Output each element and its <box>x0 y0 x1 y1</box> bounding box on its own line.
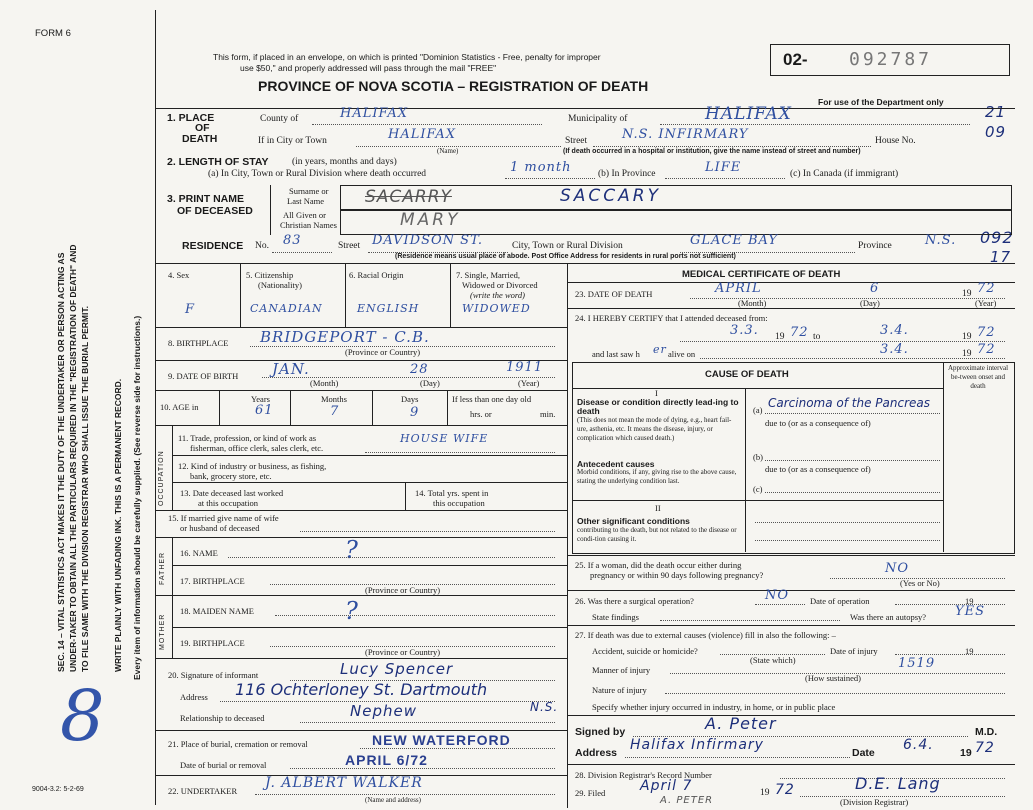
signed-year-prefix: 19 <box>960 747 972 759</box>
alive-on-label: alive on <box>668 349 696 359</box>
last-saw-label: and last saw h <box>592 349 640 359</box>
signed-by-value: A. Peter <box>705 714 777 733</box>
residence-province: N.S. <box>925 233 957 248</box>
s2-a-label: (a) In City, Town or Rural Division where death occurred <box>208 169 427 179</box>
s1-of: OF <box>195 122 210 134</box>
house-no-label: House No. <box>875 136 916 146</box>
city-label: If in City or Town <box>258 136 327 146</box>
racial-origin-label: 6. Racial Origin <box>349 270 404 280</box>
attended-to-year-prefix: 19 <box>962 332 972 342</box>
dob-year: 1911 <box>506 360 544 375</box>
rule-top <box>155 108 1015 109</box>
residence-label: RESIDENCE <box>182 240 244 252</box>
s12-label-1: 12. Kind of industry or business, as fishing, <box>178 461 327 471</box>
s2-b-label: (b) In Province <box>598 169 656 179</box>
alive-year: 72 <box>977 342 996 357</box>
alive-on-value: 3.4. <box>880 342 909 357</box>
dob-month-sub: (Month) <box>310 378 339 388</box>
informant-address-2: N.S. <box>530 700 559 714</box>
main-left-border <box>155 10 156 805</box>
s12-label-2: bank, grocery store, etc. <box>190 471 272 481</box>
age-label: 10. AGE in <box>160 402 199 412</box>
dept-code-4: 17 <box>990 248 1012 266</box>
relationship-value: Nephew <box>350 702 417 720</box>
signed-by-label: Signed by <box>575 726 626 738</box>
burial-date-label: Date of burial or removal <box>180 760 267 770</box>
residence-city-label: City, Town or Rural Division <box>512 241 623 251</box>
s1-note: (If death occurred in a hospital or institution, give the name instead of street and number) <box>563 148 861 155</box>
age-min: min. <box>540 409 556 419</box>
medical-certificate-title: MEDICAL CERTIFICATE OF DEATH <box>682 269 841 280</box>
occupation-side-label: OCCUPATION <box>158 450 165 506</box>
surname-label: Surname or <box>289 186 329 196</box>
cause-a-due: due to (or as a consequence of) <box>765 418 871 428</box>
injury-year-prefix: 19 <box>965 646 974 656</box>
street-value: N.S. INFIRMARY <box>622 127 749 142</box>
given-label-2: Christian Names <box>280 220 337 230</box>
informant-address: 116 Ochterloney St. Dartmouth <box>235 680 488 699</box>
side-every-text: Every item of information should be carefully supplied. (See reverse side for instructions.) <box>132 315 142 680</box>
antecedent-desc: Morbid conditions, if any, giving rise to the above cause, stating the underlying condition last. <box>577 468 737 485</box>
department-use-label: For use of the Department only <box>818 97 944 107</box>
undertaker-value: J. ALBERT WALKER <box>265 775 423 791</box>
s11-label-2: fisherman, office clerk, sales clerk, etc. <box>190 443 324 453</box>
operation-date-label: Date of operation <box>810 596 870 606</box>
racial-origin-value: ENGLISH <box>357 302 420 315</box>
s3-label-2: OF DECEASED <box>177 205 253 217</box>
residence-note: (Residence means usual place of abode. Post Office Address for residents in rural ports not sufficient) <box>395 253 736 260</box>
county-value: HALIFAX <box>340 106 409 121</box>
direct-cause-label: Disease or condition directly lead-ing to death <box>577 397 739 416</box>
autopsy-value: YES <box>955 604 985 619</box>
death-year: 72 <box>977 281 996 296</box>
father-birthplace-label: 17. BIRTHPLACE <box>180 576 245 586</box>
residence-street: DAVIDSON ST. <box>372 233 483 248</box>
s11-value: HOUSE WIFE <box>400 432 489 445</box>
surname-struck: SACARRY <box>365 187 452 207</box>
manner-label: Manner of injury <box>592 665 651 675</box>
surname-value: SACCARY <box>560 186 661 206</box>
filed-stamp: A. PETER <box>660 795 714 806</box>
municipality-label: Municipality of <box>568 114 628 124</box>
nature-label: Nature of injury <box>592 685 647 695</box>
filed-label: 29. Filed <box>575 788 606 798</box>
reg-prefix: 02- <box>783 50 808 69</box>
s15-label-2: or husband of deceased <box>180 523 260 533</box>
mother-birthplace-label: 19. BIRTHPLACE <box>180 638 245 648</box>
citizenship-value: CANADIAN <box>250 302 323 315</box>
street-label: Street <box>565 136 588 146</box>
municipality-value: HALIFAX <box>705 104 792 124</box>
attended-to-year: 72 <box>977 325 996 340</box>
attended-from: 3.3. <box>730 323 759 338</box>
death-year-prefix: 19 <box>962 289 972 299</box>
age-days-label: Days <box>401 394 419 404</box>
dob-day-sub: (Day) <box>420 378 440 388</box>
marital-label-3: (write the word) <box>470 290 525 300</box>
birthplace-sub: (Province or Country) <box>345 347 421 357</box>
burial-place-label: 21. Place of burial, cremation or removal <box>168 739 308 749</box>
citizenship-sub: (Nationality) <box>258 280 302 290</box>
dob-month: JAN. <box>272 360 310 378</box>
age-years-label: Years <box>251 394 270 404</box>
accident-sub: (State which) <box>750 655 796 665</box>
dept-code-3: 092 <box>980 228 1014 247</box>
cause-roman-2: II <box>655 503 661 513</box>
mother-birthplace-sub: (Province or Country) <box>365 647 441 657</box>
death-day-sub: (Day) <box>860 298 880 308</box>
informant-address-label: Address <box>180 692 208 702</box>
dept-code-2: 09 <box>985 123 1007 141</box>
city-name-sub: (Name) <box>437 147 459 155</box>
age-hrs: hrs. or <box>470 409 492 419</box>
signer-address-label: Address <box>575 747 618 759</box>
cause-c-label: (c) <box>753 484 763 494</box>
injury-place-label: Specify whether injury occurred in industry, in home, or in public place <box>592 702 836 712</box>
maiden-name-value: ? <box>345 597 359 625</box>
interval-header: Approximate interval be-tween onset and death <box>947 364 1009 390</box>
dob-year-sub: (Year) <box>518 378 540 388</box>
filed-year-prefix: 19 <box>760 788 770 798</box>
given-value: MARY <box>400 210 461 230</box>
cause-title: CAUSE OF DEATH <box>705 369 789 380</box>
cause-a-value: Carcinoma of the Pancreas <box>768 396 931 410</box>
surgery-value: NO <box>765 588 790 603</box>
s2-label: 2. LENGTH OF STAY <box>167 156 269 168</box>
death-month: APRIL <box>715 281 762 296</box>
death-month-sub: (Month) <box>738 298 767 308</box>
margin-handwritten-note: 8 <box>60 675 105 757</box>
rule-residence <box>155 263 1015 264</box>
antecedent-label: Antecedent causes <box>577 459 655 469</box>
s2-c-label: (c) In Canada (if immigrant) <box>790 169 899 179</box>
direct-cause-desc: (This does not mean the mode of dying, e.g., heart fail-ure, asthenia, etc. It means the disease, injury, or complication which caused death.) <box>577 416 732 442</box>
age-months: 7 <box>330 404 340 419</box>
signed-date-label: Date <box>852 747 875 759</box>
residence-no: 83 <box>283 233 302 248</box>
s1-death: DEATH <box>182 133 218 145</box>
undertaker-sub: (Name and address) <box>365 796 421 804</box>
father-name-label: 16. NAME <box>180 548 218 558</box>
death-year-sub: (Year) <box>975 298 997 308</box>
attended-from-year-prefix: 19 <box>775 332 785 342</box>
alive-year-prefix: 19 <box>962 349 972 359</box>
record-number-label: 28. Division Registrar's Record Number <box>575 770 712 780</box>
form-title: PROVINCE OF NOVA SCOTIA – REGISTRATION OF DEATH <box>258 78 649 94</box>
father-birthplace-sub: (Province or Country) <box>365 585 441 595</box>
other-conditions-label: Other significant conditions <box>577 516 690 526</box>
dob-day: 28 <box>410 362 429 377</box>
attended-to: 3.4. <box>880 323 909 338</box>
reg-number: 092787 <box>849 49 933 70</box>
footer-code: 9004-3.2: 5-2-69 <box>32 786 84 793</box>
residence-no-label: No. <box>255 241 269 251</box>
last-saw-pronoun: er <box>653 343 667 356</box>
pregnancy-sub: (Yes or No) <box>900 578 940 588</box>
certify-label: 24. I HEREBY CERTIFY that I attended deceased from: <box>575 313 768 323</box>
signer-address: Halifax Infirmary <box>630 737 764 753</box>
md-label: M.D. <box>975 726 998 738</box>
dept-code-1: 21 <box>985 103 1007 121</box>
form-number: FORM 6 <box>35 28 71 39</box>
manner-value: 1519 <box>898 656 936 671</box>
accident-label: Accident, suicide or homicide? <box>592 646 698 656</box>
s13-label-2: at this occupation <box>198 498 258 508</box>
signed-date: 6.4. <box>903 737 934 753</box>
residence-city: GLACE BAY <box>690 233 778 248</box>
s2-sub: (in years, months and days) <box>292 157 397 167</box>
citizenship-label: 5. Citizenship <box>246 270 294 280</box>
informant-signature: Lucy Spencer <box>340 660 454 678</box>
external-causes-label: 27. If death was due to external causes (violence) fill in also the following: – <box>575 630 836 640</box>
s2-b-value: LIFE <box>705 160 742 175</box>
instruction-line-2: use $50," and properly addressed will pass through the mail "FREE" <box>240 63 497 73</box>
injury-date-label: Date of injury <box>830 646 878 656</box>
s14-label-1: 14. Total yrs. spent in <box>415 488 489 498</box>
s13-label-1: 13. Date deceased last worked <box>180 488 284 498</box>
age-less-than-day: If less than one day old <box>452 394 532 404</box>
birthplace-label: 8. BIRTHPLACE <box>168 338 229 348</box>
filed-date: April 7 <box>640 778 693 794</box>
mother-side-label: MOTHER <box>159 613 166 650</box>
residence-street-label: Street <box>338 241 361 251</box>
attended-to-label: to <box>813 332 821 342</box>
s15-label-1: 15. If married give name of wife <box>168 513 279 523</box>
surname-label-2: Last Name <box>287 196 325 206</box>
marital-label-1: 7. Single, Married, <box>456 270 520 280</box>
undertaker-label: 22. UNDERTAKER <box>168 786 238 796</box>
age-years: 61 <box>255 403 274 418</box>
county-label: County of <box>260 114 299 124</box>
birthplace-value: BRIDGEPORT - C.B. <box>260 328 430 346</box>
surgery-label: 26. Was there a surgical operation? <box>575 596 694 606</box>
s11-label-1: 11. Trade, profession, or kind of work as <box>178 433 317 443</box>
age-days: 9 <box>410 405 420 420</box>
sex-value: F <box>185 302 196 317</box>
age-months-label: Months <box>321 394 347 404</box>
relationship-label: Relationship to deceased <box>180 713 265 723</box>
burial-date-value: APRIL 6/72 <box>345 752 428 768</box>
informant-label: 20. Signature of informant <box>168 670 259 680</box>
death-date-label: 23. DATE OF DEATH <box>575 289 653 299</box>
autopsy-label: Was there an autopsy? <box>850 612 927 622</box>
given-label: All Given or <box>283 210 326 220</box>
cause-b-due: due to (or as a consequence of) <box>765 464 871 474</box>
city-value: HALIFAX <box>388 127 457 142</box>
instruction-line-1: This form, if placed in an envelope, on which is printed "Dominion Statistics - Free, penalty for improper <box>213 52 601 62</box>
father-name-value: ? <box>345 536 359 564</box>
burial-place-value: NEW WATERFORD <box>372 732 511 748</box>
sex-label: 4. Sex <box>168 270 190 280</box>
marital-value: WIDOWED <box>462 302 531 315</box>
s3-label: 3. PRINT NAME <box>167 193 245 205</box>
attended-from-year: 72 <box>790 325 809 340</box>
residence-province-label: Province <box>858 241 892 251</box>
father-side-label: FATHER <box>159 551 166 585</box>
dob-label: 9. DATE OF BIRTH <box>168 371 239 381</box>
cause-a-label: (a) <box>753 405 763 415</box>
death-day: 6 <box>870 281 880 296</box>
pregnancy-label-1: 25. If a woman, did the death occur either during <box>575 560 742 570</box>
filed-year: 72 <box>775 782 795 798</box>
s2-a-value: 1 month <box>510 160 572 175</box>
marital-label-2: Widowed or Divorced <box>462 280 538 290</box>
other-conditions-desc: contributing to the death, but not related to the disease or condi-tion causing it. <box>577 526 737 543</box>
registrar-signature: D.E. Lang <box>855 774 941 793</box>
operation-year-prefix: 19 <box>965 596 974 606</box>
center-divider <box>567 263 568 808</box>
pregnancy-label-2: pregnancy or within 90 days following pregnancy? <box>590 570 764 580</box>
registration-number-box <box>770 44 1010 76</box>
pregnancy-value: NO <box>885 561 910 576</box>
s14-label-2: this occupation <box>433 498 485 508</box>
manner-sub: (How sustained) <box>805 673 861 683</box>
findings-label: State findings <box>592 612 639 622</box>
registrar-sub: (Division Registrar) <box>840 797 909 807</box>
maiden-name-label: 18. MAIDEN NAME <box>180 606 254 616</box>
s1-label: 1. PLACE <box>167 112 215 124</box>
cause-roman-1: I <box>655 388 658 398</box>
side-ink-text: WRITE PLAINLY WITH UNFADING INK. THIS IS A PERMANENT RECORD. <box>113 378 123 672</box>
cause-b-label: (b) <box>753 452 763 462</box>
signed-year: 72 <box>975 740 995 756</box>
side-law-text: SEC. 14 – VITAL STATISTICS ACT MAKES IT THE DUTY OF THE UNDERTAKER OR PERSON ACTING AS UNDER-TAKER TO OBTAIN ALL THE PARTICULARS REQUIRED IN THE "REGISTRATION OF DEATH" AND TO FILE SAME WITH THE DIVISION REGISTRAR WHO SHALL ISSUE THE BURIAL PERMIT. <box>56 244 90 672</box>
